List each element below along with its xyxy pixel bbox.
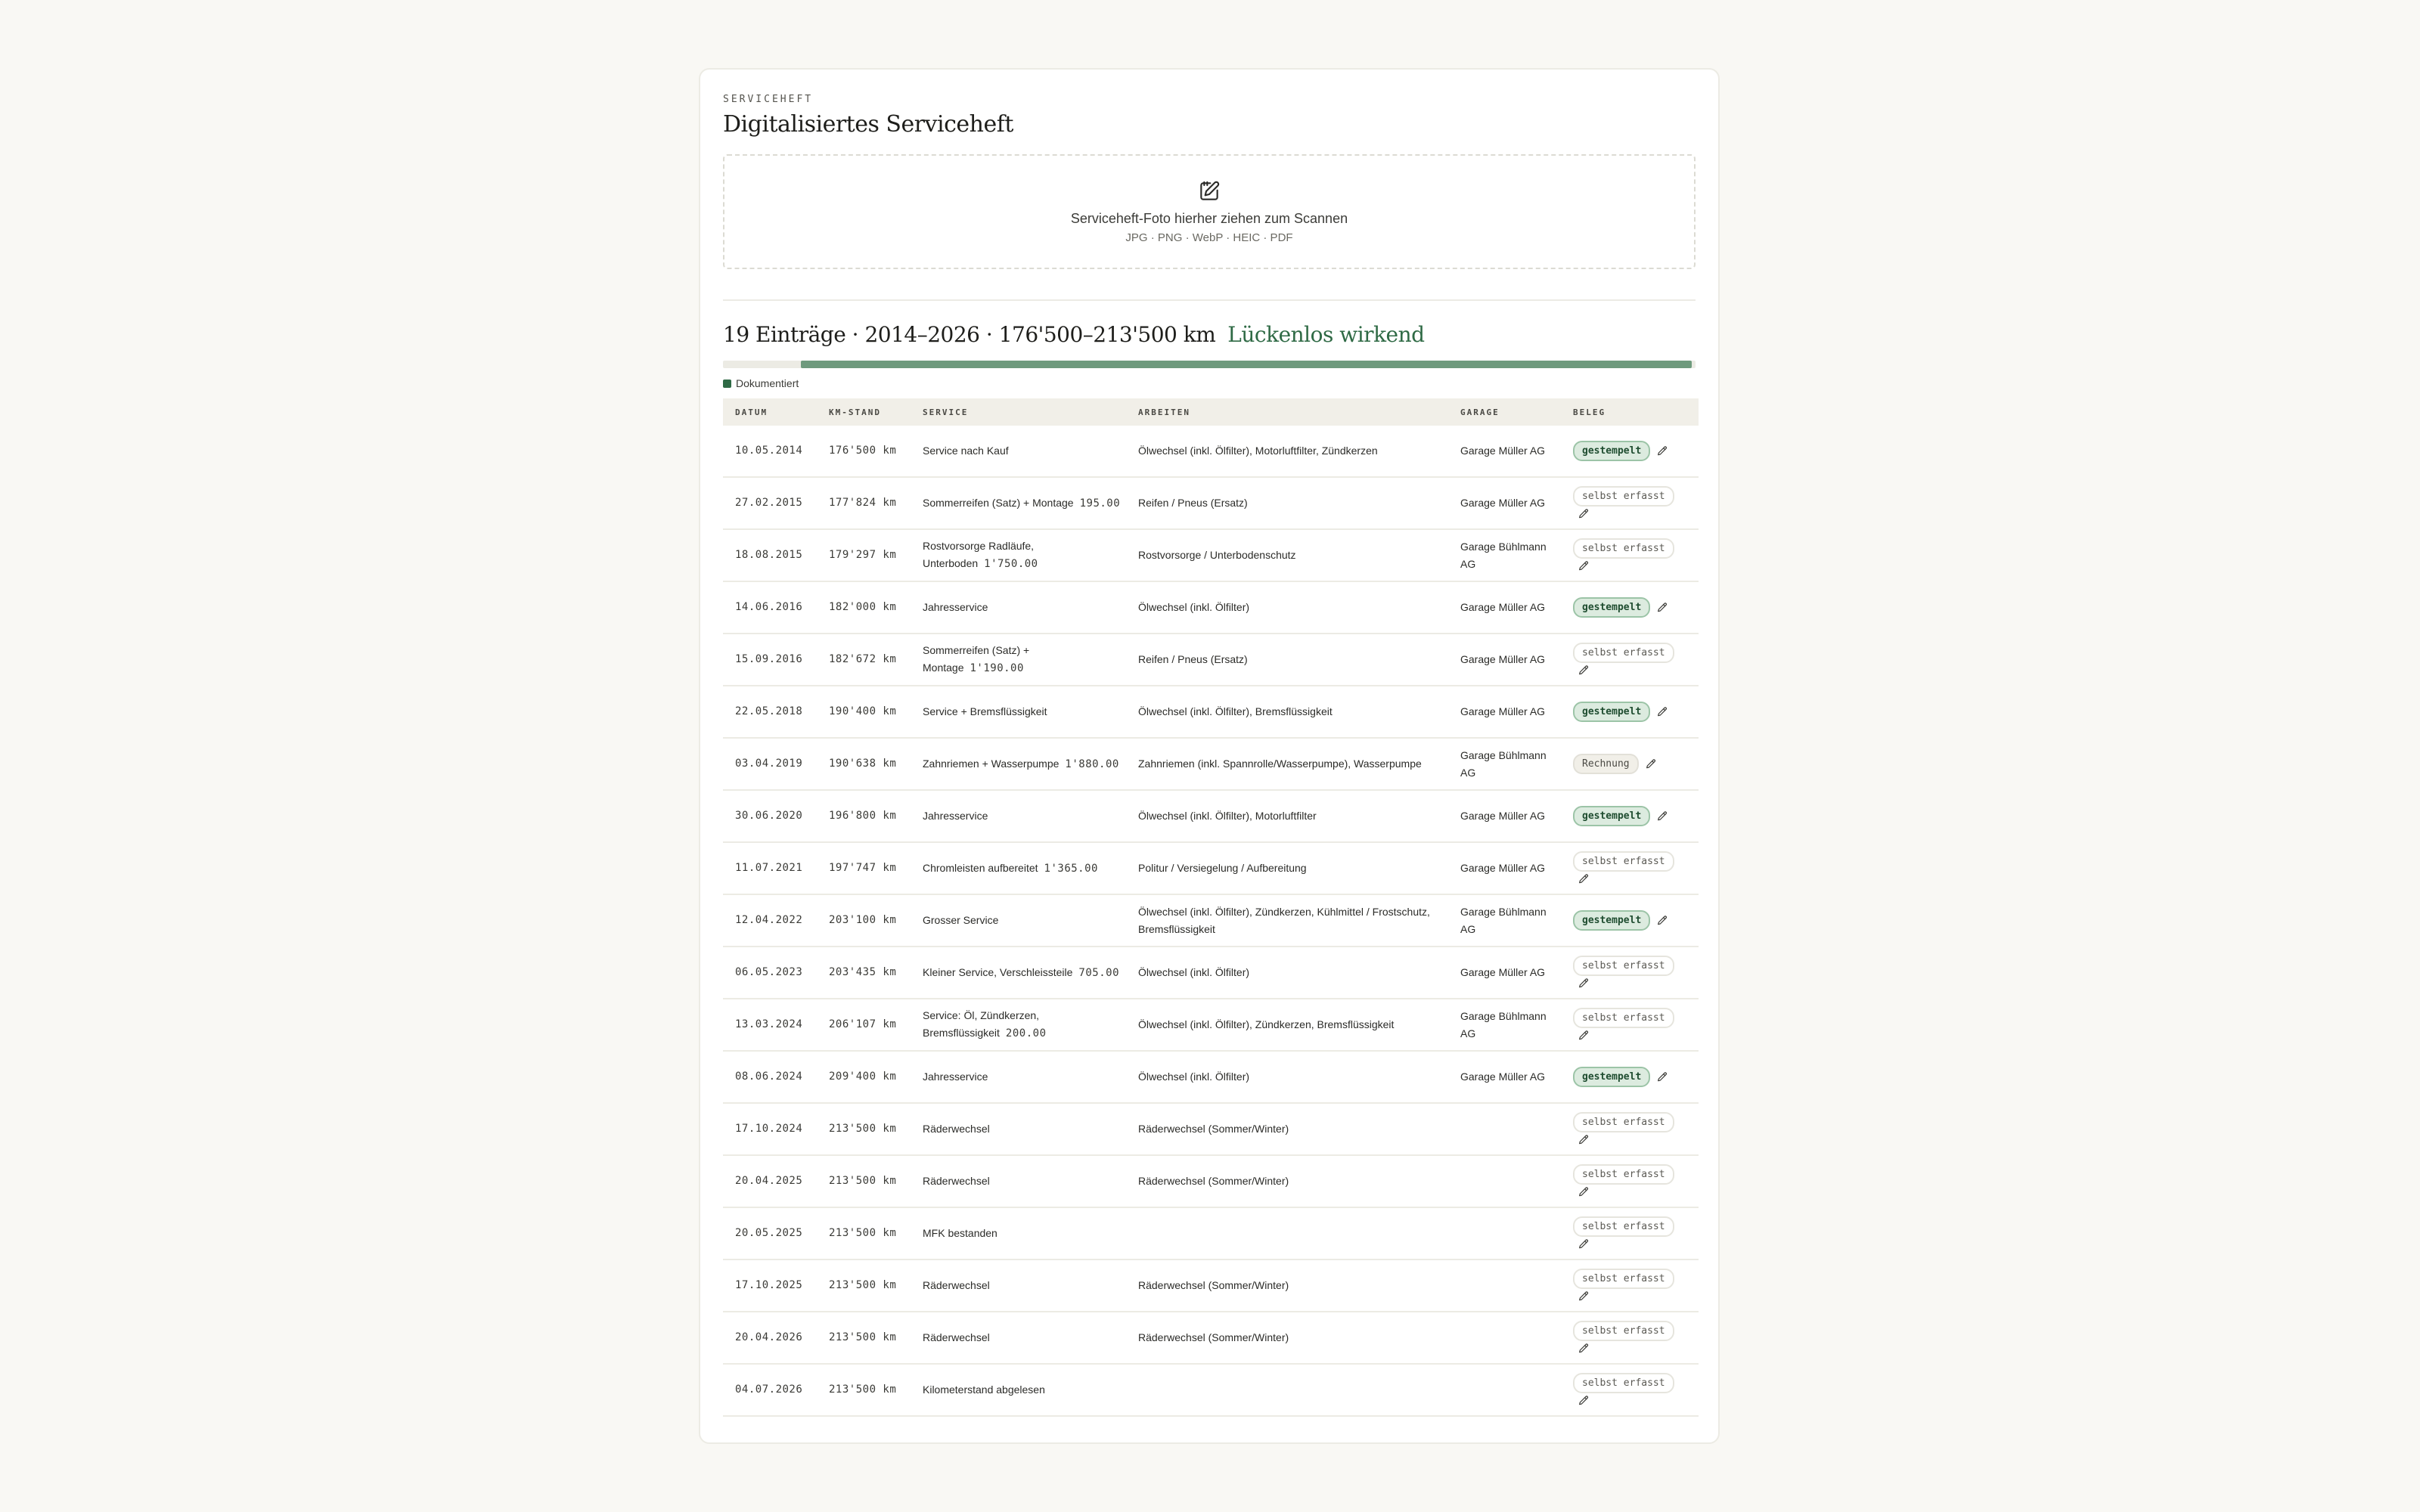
beleg-badge: selbst erfasst	[1573, 1216, 1674, 1237]
pencil-icon[interactable]	[1578, 1030, 1590, 1042]
service-label: Service nach Kauf	[923, 445, 1009, 457]
column-header-arbeiten: ARBEITEN	[1138, 407, 1190, 417]
cell-work: Zahnriemen (inkl. Spannrolle/Wasserpumpe), Wasserpumpe	[1126, 738, 1448, 790]
cell-km: 209'400 km	[817, 1051, 911, 1103]
cell-work: Räderwechsel (Sommer/Winter)	[1126, 1103, 1448, 1155]
cell-km: 190'400 km	[817, 686, 911, 738]
legend-swatch	[723, 380, 731, 388]
cell-garage	[1448, 1312, 1561, 1364]
pencil-icon[interactable]	[1578, 978, 1590, 990]
cell-date: 13.03.2024	[723, 999, 817, 1051]
cell-work	[1126, 1364, 1448, 1416]
cell-beleg	[1561, 738, 1699, 790]
beleg-badge: Rechnung	[1573, 754, 1639, 774]
service-label: Jahresservice	[923, 810, 988, 822]
pencil-icon[interactable]	[1578, 1134, 1590, 1146]
cell-work: Ölwechsel (inkl. Ölfilter), Bremsflüssigkeit	[1126, 686, 1448, 738]
table-row	[723, 842, 1699, 894]
dropzone-text: Serviceheft-Foto hierher ziehen zum Scannen	[1070, 211, 1348, 226]
cell-service	[911, 790, 1126, 842]
cell-date: 22.05.2018	[723, 686, 817, 738]
divider	[723, 299, 1696, 301]
service-label: Grosser Service	[923, 914, 999, 926]
cell-service	[911, 1364, 1126, 1416]
service-label: Kilometerstand abgelesen	[923, 1383, 1045, 1396]
cell-date: 17.10.2024	[723, 1103, 817, 1155]
section-eyebrow: SERVICEHEFT	[723, 94, 814, 105]
coverage-bar	[723, 361, 1696, 368]
cell-date: 17.10.2025	[723, 1259, 817, 1312]
cell-beleg	[1561, 426, 1699, 477]
table-row	[723, 634, 1699, 686]
pencil-icon[interactable]	[1578, 1186, 1590, 1198]
cell-garage	[1448, 1103, 1561, 1155]
beleg-badge: gestempelt	[1573, 910, 1650, 931]
column-header-beleg: BELEG	[1573, 407, 1606, 417]
cell-work: Ölwechsel (inkl. Ölfilter), Zündkerzen, Kühlmittel / Frostschutz, Bremsflüssigkeit	[1126, 894, 1448, 947]
edit-note-icon	[1197, 179, 1221, 203]
cell-km: 213'500 km	[817, 1312, 911, 1364]
pencil-icon[interactable]	[1656, 706, 1668, 718]
beleg-badge: gestempelt	[1573, 1067, 1650, 1087]
table-row	[723, 529, 1699, 581]
beleg-badge: selbst erfasst	[1573, 1269, 1674, 1289]
cell-work: Ölwechsel (inkl. Ölfilter)	[1126, 947, 1448, 999]
beleg-badge: gestempelt	[1573, 702, 1650, 722]
service-label: Kleiner Service, Verschleissteile	[923, 965, 1073, 978]
service-label: Räderwechsel	[923, 1331, 990, 1343]
table-row	[723, 477, 1699, 529]
service-label: Sommerreifen (Satz) + Montage	[923, 644, 1030, 674]
cell-garage: Garage Müller AG	[1448, 1051, 1561, 1103]
table-row	[723, 686, 1699, 738]
cell-garage	[1448, 1155, 1561, 1207]
service-label: Service: Öl, Zündkerzen, Bremsflüssigkeit	[923, 1009, 1040, 1039]
service-cost: 705.00	[1078, 966, 1119, 979]
summary-line	[723, 322, 1696, 347]
cell-garage: Garage Müller AG	[1448, 634, 1561, 686]
cell-beleg	[1561, 634, 1699, 686]
service-cost: 1'190.00	[970, 662, 1024, 674]
column-header-km: KM-STAND	[829, 407, 881, 417]
beleg-badge: selbst erfasst	[1573, 1112, 1674, 1132]
pencil-icon[interactable]	[1578, 1343, 1590, 1355]
cell-beleg	[1561, 894, 1699, 947]
cell-work	[1126, 1207, 1448, 1259]
table-row	[723, 1259, 1699, 1312]
cell-date: 15.09.2016	[723, 634, 817, 686]
table-row	[723, 790, 1699, 842]
table-row	[723, 1207, 1699, 1259]
cell-work: Ölwechsel (inkl. Ölfilter), Motorluftfilter	[1126, 790, 1448, 842]
pencil-icon[interactable]	[1578, 508, 1590, 520]
beleg-badge: gestempelt	[1573, 806, 1650, 826]
cell-km: 179'297 km	[817, 529, 911, 581]
cell-garage: Garage Müller AG	[1448, 686, 1561, 738]
cell-km: 182'672 km	[817, 634, 911, 686]
coverage-bar-fill	[801, 361, 1692, 368]
cell-date: 20.04.2025	[723, 1155, 817, 1207]
cell-km: 203'100 km	[817, 894, 911, 947]
cell-km: 213'500 km	[817, 1207, 911, 1259]
cell-service	[911, 634, 1126, 686]
cell-work: Ölwechsel (inkl. Ölfilter)	[1126, 581, 1448, 634]
table-row	[723, 1155, 1699, 1207]
cell-km: 182'000 km	[817, 581, 911, 634]
cell-work: Reifen / Pneus (Ersatz)	[1126, 634, 1448, 686]
table-row	[723, 581, 1699, 634]
cell-garage: Garage Müller AG	[1448, 842, 1561, 894]
column-header-datum: DATUM	[735, 407, 768, 417]
pencil-icon[interactable]	[1656, 445, 1668, 457]
service-label: Zahnriemen + Wasserpumpe	[923, 757, 1060, 770]
cell-service	[911, 1103, 1126, 1155]
beleg-badge: selbst erfasst	[1573, 1164, 1674, 1185]
cell-date: 03.04.2019	[723, 738, 817, 790]
cell-service	[911, 529, 1126, 581]
pencil-icon[interactable]	[1578, 560, 1590, 572]
service-label: Service + Bremsflüssigkeit	[923, 705, 1047, 717]
cell-date: 04.07.2026	[723, 1364, 817, 1416]
cell-km: 177'824 km	[817, 477, 911, 529]
service-label: Sommerreifen (Satz) + Montage	[923, 496, 1074, 509]
service-label: Räderwechsel	[923, 1175, 990, 1187]
cell-date: 20.04.2026	[723, 1312, 817, 1364]
cell-date: 08.06.2024	[723, 1051, 817, 1103]
cell-garage: Garage Müller AG	[1448, 581, 1561, 634]
cell-date: 30.06.2020	[723, 790, 817, 842]
cell-date: 10.05.2014	[723, 426, 817, 477]
service-cost: 1'880.00	[1065, 758, 1119, 770]
cell-service	[911, 999, 1126, 1051]
column-header-service: SERVICE	[923, 407, 969, 417]
cell-date: 12.04.2022	[723, 894, 817, 947]
table-row	[723, 1103, 1699, 1155]
table-row	[723, 1312, 1699, 1364]
cell-beleg	[1561, 1103, 1699, 1155]
cell-service	[911, 1312, 1126, 1364]
cell-service	[911, 686, 1126, 738]
pencil-icon[interactable]	[1645, 758, 1657, 770]
service-label: Jahresservice	[923, 601, 988, 613]
table-row	[723, 426, 1699, 477]
cell-garage	[1448, 1364, 1561, 1416]
service-cost: 1'750.00	[984, 558, 1038, 570]
summary-text: 19 Einträge · 2014–2026 · 176'500–213'500 km	[723, 322, 1216, 347]
cell-work: Ölwechsel (inkl. Ölfilter), Zündkerzen, Bremsflüssigkeit	[1126, 999, 1448, 1051]
service-cost: 1'365.00	[1044, 862, 1098, 875]
dropzone-formats: JPG · PNG · WebP · HEIC · PDF	[1125, 231, 1293, 244]
table-row	[723, 1051, 1699, 1103]
pencil-icon[interactable]	[1656, 1071, 1668, 1083]
cell-service	[911, 947, 1126, 999]
cell-beleg	[1561, 999, 1699, 1051]
cell-km: 213'500 km	[817, 1155, 911, 1207]
beleg-badge: selbst erfasst	[1573, 851, 1674, 872]
page-title: Digitalisiertes Serviceheft	[723, 111, 1013, 138]
beleg-badge: gestempelt	[1573, 441, 1650, 461]
cell-service	[911, 1259, 1126, 1312]
cell-km: 196'800 km	[817, 790, 911, 842]
cell-garage	[1448, 1207, 1561, 1259]
table-row	[723, 1364, 1699, 1416]
cell-km: 203'435 km	[817, 947, 911, 999]
cell-beleg	[1561, 1207, 1699, 1259]
cell-work: Reifen / Pneus (Ersatz)	[1126, 477, 1448, 529]
cell-service	[911, 738, 1126, 790]
cell-work: Ölwechsel (inkl. Ölfilter)	[1126, 1051, 1448, 1103]
cell-service	[911, 1155, 1126, 1207]
pencil-icon[interactable]	[1578, 1238, 1590, 1250]
cell-work: Politur / Versiegelung / Aufbereitung	[1126, 842, 1448, 894]
cell-work: Ölwechsel (inkl. Ölfilter), Motorluftfilter, Zündkerzen	[1126, 426, 1448, 477]
cell-beleg	[1561, 790, 1699, 842]
beleg-badge: selbst erfasst	[1573, 1321, 1674, 1341]
beleg-badge: selbst erfasst	[1573, 1008, 1674, 1028]
cell-date: 14.06.2016	[723, 581, 817, 634]
cell-beleg	[1561, 1259, 1699, 1312]
cell-service	[911, 1051, 1126, 1103]
table-header-row	[723, 398, 1699, 426]
cell-service	[911, 842, 1126, 894]
cell-service	[911, 1207, 1126, 1259]
cell-beleg	[1561, 686, 1699, 738]
table-row	[723, 894, 1699, 947]
service-label: Chromleisten aufbereitet	[923, 861, 1038, 874]
cell-garage: Garage Müller AG	[1448, 947, 1561, 999]
cell-garage: Garage Bühlmann AG	[1448, 894, 1561, 947]
beleg-badge: selbst erfasst	[1573, 538, 1674, 559]
cell-km: 206'107 km	[817, 999, 911, 1051]
cell-garage: Garage Bühlmann AG	[1448, 529, 1561, 581]
cell-beleg	[1561, 1364, 1699, 1416]
cell-km: 176'500 km	[817, 426, 911, 477]
pencil-icon[interactable]	[1578, 665, 1590, 677]
table-row	[723, 999, 1699, 1051]
beleg-badge: selbst erfasst	[1573, 956, 1674, 976]
coverage-legend	[723, 377, 1696, 389]
cell-date: 18.08.2015	[723, 529, 817, 581]
cell-km: 213'500 km	[817, 1259, 911, 1312]
cell-garage: Garage Bühlmann AG	[1448, 738, 1561, 790]
cell-beleg	[1561, 529, 1699, 581]
legend-label: Dokumentiert	[736, 377, 799, 389]
scan-dropzone[interactable]	[723, 154, 1696, 269]
cell-km: 197'747 km	[817, 842, 911, 894]
cell-work: Räderwechsel (Sommer/Winter)	[1126, 1155, 1448, 1207]
service-cost: 200.00	[1005, 1027, 1047, 1040]
cell-garage: Garage Müller AG	[1448, 790, 1561, 842]
cell-beleg	[1561, 581, 1699, 634]
pencil-icon[interactable]	[1578, 873, 1590, 885]
cell-garage	[1448, 1259, 1561, 1312]
service-table	[723, 398, 1699, 1417]
serviceheft-card	[699, 68, 1720, 1444]
pencil-icon[interactable]	[1578, 1290, 1590, 1303]
service-label: Rostvorsorge Radläufe, Unterboden	[923, 540, 1035, 569]
cell-service	[911, 581, 1126, 634]
pencil-icon[interactable]	[1656, 915, 1668, 927]
cell-km: 213'500 km	[817, 1364, 911, 1416]
service-label: MFK bestanden	[923, 1227, 997, 1239]
cell-date: 27.02.2015	[723, 477, 817, 529]
cell-beleg	[1561, 947, 1699, 999]
beleg-badge: selbst erfasst	[1573, 1373, 1674, 1393]
cell-service	[911, 894, 1126, 947]
column-header-garage: GARAGE	[1460, 407, 1500, 417]
cell-garage: Garage Müller AG	[1448, 426, 1561, 477]
service-cost: 195.00	[1079, 497, 1121, 510]
beleg-badge: selbst erfasst	[1573, 486, 1674, 507]
cell-date: 20.05.2025	[723, 1207, 817, 1259]
cell-beleg	[1561, 1155, 1699, 1207]
cell-date: 06.05.2023	[723, 947, 817, 999]
coverage-status: Lückenlos wirkend	[1227, 322, 1425, 347]
service-label: Räderwechsel	[923, 1279, 990, 1291]
cell-garage: Garage Bühlmann AG	[1448, 999, 1561, 1051]
pencil-icon[interactable]	[1578, 1395, 1590, 1407]
pencil-icon[interactable]	[1656, 602, 1668, 614]
cell-beleg	[1561, 842, 1699, 894]
cell-work: Räderwechsel (Sommer/Winter)	[1126, 1259, 1448, 1312]
pencil-icon[interactable]	[1656, 810, 1668, 823]
table-row	[723, 738, 1699, 790]
cell-service	[911, 426, 1126, 477]
service-label: Jahresservice	[923, 1070, 988, 1083]
cell-date: 11.07.2021	[723, 842, 817, 894]
cell-beleg	[1561, 1051, 1699, 1103]
cell-km: 190'638 km	[817, 738, 911, 790]
beleg-badge: gestempelt	[1573, 597, 1650, 618]
cell-km: 213'500 km	[817, 1103, 911, 1155]
cell-work: Rostvorsorge / Unterbodenschutz	[1126, 529, 1448, 581]
beleg-badge: selbst erfasst	[1573, 643, 1674, 663]
cell-garage: Garage Müller AG	[1448, 477, 1561, 529]
table-row	[723, 947, 1699, 999]
cell-service	[911, 477, 1126, 529]
cell-work: Räderwechsel (Sommer/Winter)	[1126, 1312, 1448, 1364]
service-label: Räderwechsel	[923, 1123, 990, 1135]
cell-beleg	[1561, 1312, 1699, 1364]
cell-beleg	[1561, 477, 1699, 529]
